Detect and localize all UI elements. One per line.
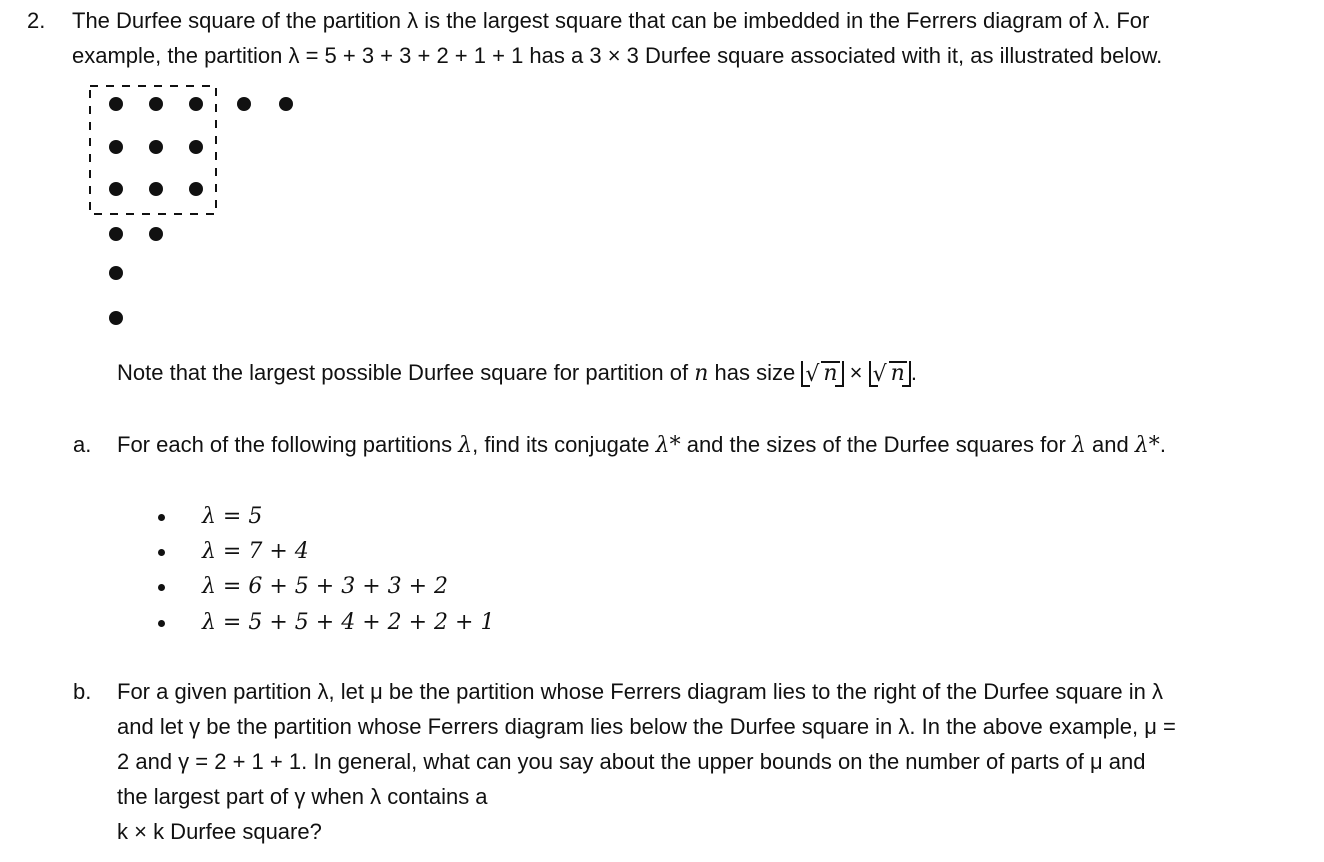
intro-line-1: The Durfee square of the partition λ is the largest square that can be imbedded in the Ferrers diagram of λ. For bbox=[72, 8, 1150, 33]
ferrers-dot bbox=[109, 140, 123, 154]
bullet-point bbox=[158, 514, 165, 521]
part-b-line-3: 2 and γ = 2 + 1 + 1. In general, what can you say about the upper bounds on the number of parts of μ and bbox=[117, 749, 1146, 774]
ferrers-dot bbox=[149, 97, 163, 111]
part-b-line-1: For a given partition λ, let μ be the partition whose Ferrers diagram lies to the right of the Durfee square in λ bbox=[117, 679, 1163, 704]
part-a-text-3: and the sizes of the Durfee squares for bbox=[686, 432, 1066, 457]
ferrers-dot bbox=[109, 311, 123, 325]
note-mid: has size bbox=[714, 360, 796, 385]
floor-sqrt-1: √ n bbox=[801, 359, 843, 389]
ferrers-dot bbox=[109, 182, 123, 196]
floor-sqrt-2: √ n bbox=[869, 359, 911, 389]
note-line bbox=[117, 358, 917, 389]
part-a-lambda-star: λ* bbox=[655, 433, 681, 458]
ferrers-dot bbox=[109, 97, 123, 111]
note-times: × bbox=[849, 360, 863, 385]
ferrers-dot bbox=[149, 140, 163, 154]
part-a-text bbox=[117, 430, 1166, 461]
ferrers-dots bbox=[109, 97, 293, 325]
part-a-text-2: , find its conjugate bbox=[472, 432, 650, 457]
ferrers-dot bbox=[189, 182, 203, 196]
bullet-point bbox=[158, 549, 165, 556]
ferrers-dot bbox=[237, 97, 251, 111]
part-a-lambda-star-b: λ* bbox=[1134, 433, 1160, 458]
part-a-lambda-b: λ bbox=[1071, 433, 1086, 458]
ferrers-dot bbox=[109, 227, 123, 241]
note-n: n bbox=[694, 361, 709, 386]
partition-item-2: λ = 7 + 4 bbox=[202, 539, 309, 564]
part-b-line-4: the largest part of γ when λ contains a bbox=[117, 784, 488, 809]
note-end: . bbox=[910, 360, 917, 385]
sqrt-n-1: n bbox=[823, 361, 838, 386]
bullet-point bbox=[158, 620, 165, 627]
partition-item-1: λ = 5 bbox=[202, 504, 263, 529]
partition-item-4: λ = 5 + 5 + 4 + 2 + 2 + 1 bbox=[202, 610, 495, 635]
ferrers-dot bbox=[279, 97, 293, 111]
part-b-label: b. bbox=[73, 679, 92, 704]
note-prefix: Note that the largest possible Durfee square for partition of bbox=[117, 360, 689, 385]
problem-number: 2. bbox=[27, 8, 46, 33]
ferrers-dot bbox=[109, 266, 123, 280]
ferrers-dot bbox=[189, 97, 203, 111]
ferrers-dot bbox=[189, 140, 203, 154]
partition-item-3: λ = 6 + 5 + 3 + 3 + 2 bbox=[202, 574, 449, 599]
ferrers-dot bbox=[149, 182, 163, 196]
sqrt-n-2: n bbox=[890, 361, 905, 386]
intro-line-2: example, the partition λ = 5 + 3 + 3 + 2 + 1 + 1 has a 3 × 3 Durfee square associated with it, as illustrated below. bbox=[72, 43, 1163, 68]
part-b-line-5: k × k Durfee square? bbox=[117, 819, 322, 844]
part-a-text-4: and bbox=[1092, 432, 1129, 457]
ferrers-dot bbox=[149, 227, 163, 241]
part-a-text-5: . bbox=[1159, 432, 1166, 457]
part-a-lambda: λ bbox=[458, 433, 473, 458]
bullet-point bbox=[158, 584, 165, 591]
part-a-text-1: For each of the following partitions bbox=[117, 432, 453, 457]
part-a-label: a. bbox=[73, 432, 92, 457]
part-b-line-2: and let γ be the partition whose Ferrers diagram lies below the Durfee square in λ. In the above example, μ = bbox=[117, 714, 1176, 739]
